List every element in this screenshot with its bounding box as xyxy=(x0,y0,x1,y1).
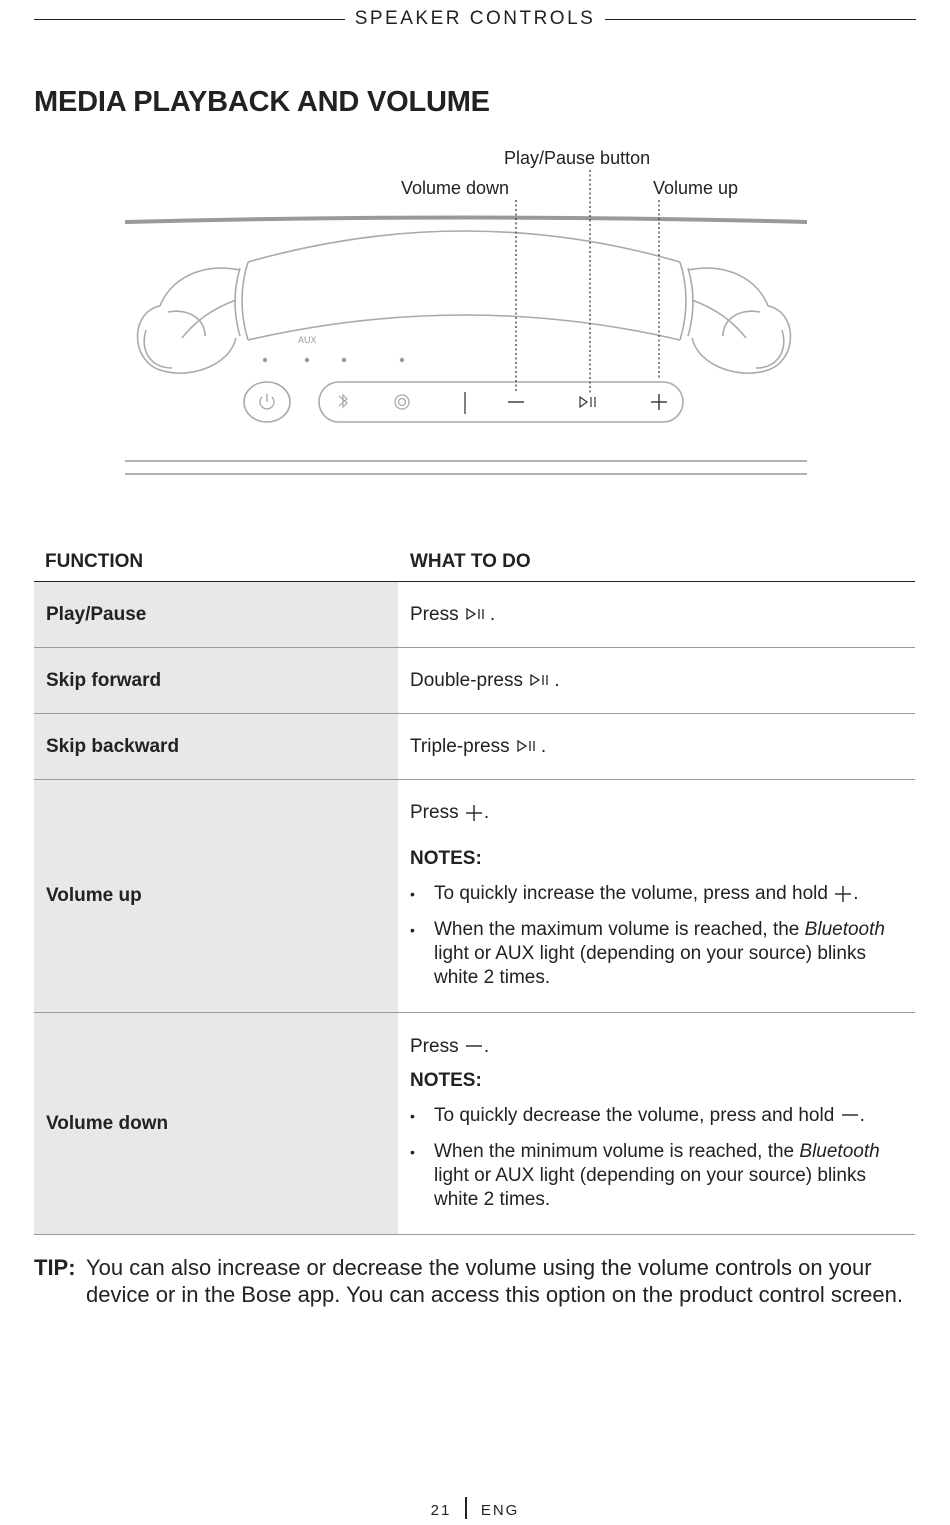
section-header-title: SPEAKER CONTROLS xyxy=(354,8,596,29)
plus-icon xyxy=(464,804,484,822)
note-italic-text: Bluetooth xyxy=(799,1140,880,1162)
plus-icon xyxy=(651,394,667,410)
bullet-icon: • xyxy=(410,922,415,938)
action-cell xyxy=(398,714,915,780)
play-pause-icon xyxy=(528,672,554,688)
bullet-icon: • xyxy=(410,1143,415,1160)
note-text: light or AUX light (depending on your source) blinks white 2 times. xyxy=(434,1164,866,1210)
speaker-diagram xyxy=(0,0,950,520)
table-row xyxy=(34,582,915,648)
aux-label: AUX xyxy=(298,335,317,345)
action-line xyxy=(410,802,903,824)
action-cell xyxy=(398,582,915,648)
callout-volume-up: Volume up xyxy=(653,178,739,198)
action-suffix: . xyxy=(554,669,560,691)
callout-leader-lines xyxy=(516,170,659,393)
play-pause-icon xyxy=(464,606,490,622)
action-suffix: . xyxy=(540,735,547,757)
bullet-icon: • xyxy=(410,886,415,902)
table-row xyxy=(34,780,915,1013)
note-suffix: . xyxy=(859,1104,865,1126)
function-cell: Volume up xyxy=(34,780,398,1013)
bullet-icon: • xyxy=(410,1107,415,1124)
table-row xyxy=(34,648,915,714)
note-text: light or AUX light (depending on your source) blinks white 2 times. xyxy=(434,943,866,988)
action-text: Double-press xyxy=(410,669,523,691)
table-row xyxy=(34,714,915,780)
table-row xyxy=(34,1013,915,1235)
note-text: When the minimum volume is reached, the xyxy=(434,1140,795,1162)
language-label: ENG xyxy=(480,1501,520,1519)
tip-block xyxy=(34,1254,904,1308)
bluetooth-icon xyxy=(339,395,347,407)
list-item xyxy=(410,1104,903,1128)
action-cell xyxy=(398,780,915,1013)
function-cell: Skip forward xyxy=(34,648,398,714)
note-suffix: . xyxy=(853,883,859,904)
minus-icon xyxy=(840,1106,860,1124)
tip-text: You can also increase or decrease the volume using the volume controls on your device or in the Bose app. You can access this option on the product control screen. xyxy=(86,1255,903,1307)
table-header-row xyxy=(34,541,915,582)
footer-divider xyxy=(465,1497,467,1519)
column-header-what-to-do: WHAT TO DO xyxy=(398,541,915,582)
speaker-body xyxy=(138,231,791,373)
action-cell xyxy=(398,648,915,714)
minus-icon xyxy=(464,1037,484,1055)
action-suffix: . xyxy=(483,1035,490,1057)
note-text: To quickly increase the volume, press and hold xyxy=(434,883,828,904)
list-item xyxy=(410,882,903,906)
note-text: When the maximum volume is reached, the xyxy=(434,919,800,940)
play-pause-icon xyxy=(515,738,541,754)
speaker-top-edge xyxy=(125,218,807,223)
function-table xyxy=(34,541,915,1235)
list-item xyxy=(410,1140,903,1212)
action-text: Triple-press xyxy=(410,735,510,757)
column-header-function: FUNCTION xyxy=(34,541,398,582)
function-cell: Play/Pause xyxy=(34,582,398,648)
power-button-diagram xyxy=(244,382,290,422)
function-cell: Skip backward xyxy=(34,714,398,780)
page-number: 21 xyxy=(430,1501,452,1519)
notes-label: NOTES: xyxy=(410,1069,482,1091)
list-item xyxy=(410,918,903,990)
action-suffix: . xyxy=(489,603,496,625)
callout-volume-down: Volume down xyxy=(401,178,510,198)
action-line xyxy=(410,1036,903,1058)
action-text: Press xyxy=(410,603,459,625)
action-text: Press xyxy=(410,1035,459,1057)
control-bar xyxy=(319,382,683,422)
plus-icon xyxy=(833,885,853,903)
notes-list xyxy=(410,1104,903,1212)
source-icon xyxy=(395,395,409,409)
page-footer xyxy=(0,1500,950,1522)
action-suffix: . xyxy=(483,802,490,823)
action-cell xyxy=(398,1013,915,1235)
notes-list xyxy=(410,882,903,990)
tip-label: TIP: xyxy=(34,1255,76,1280)
note-italic-text: Bluetooth xyxy=(804,919,885,940)
play-pause-icon xyxy=(580,397,595,407)
notes-label: NOTES: xyxy=(410,848,482,869)
note-text: To quickly decrease the volume, press and hold xyxy=(434,1104,835,1126)
page-title: MEDIA PLAYBACK AND VOLUME xyxy=(34,86,490,118)
status-lights xyxy=(263,358,404,362)
action-text: Press xyxy=(410,802,459,823)
function-cell: Volume down xyxy=(34,1013,398,1235)
callout-play-pause: Play/Pause button xyxy=(504,148,651,168)
